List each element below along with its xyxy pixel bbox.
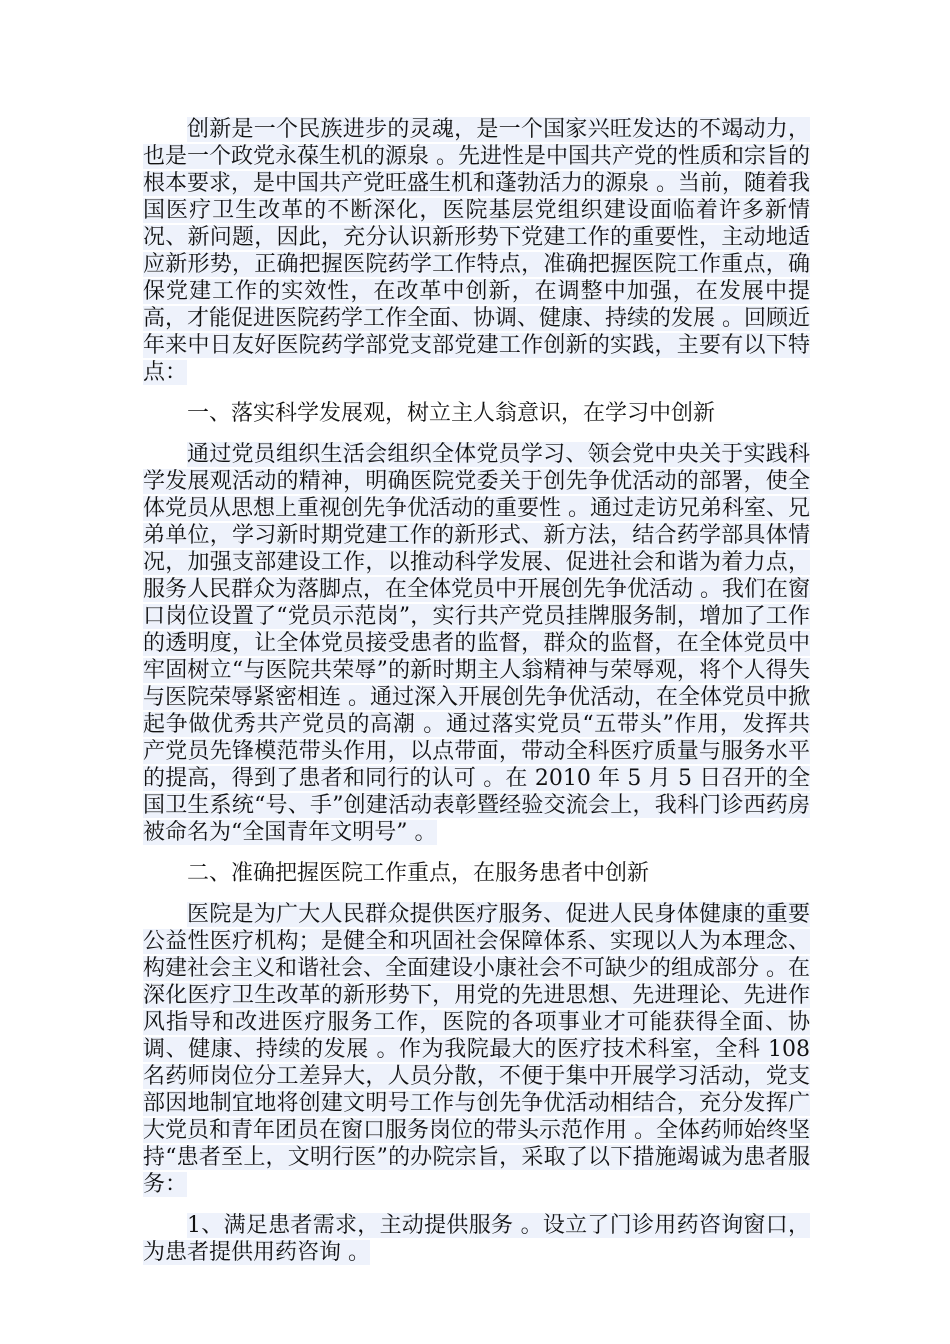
item-1-text: 1、满足患者需求，主动提供服务 。设立了门诊用药咨询窗口，为患者提供用药咨询 。 — [143, 1213, 810, 1265]
section-2-paragraph — [143, 901, 810, 1198]
section-2-text: 医院是为广大人民群众提供医疗服务、促进人民身体健康的重要公益性医疗机构；是健全和巩固社会保障体系、实现以人为本理念、构建社会主义和谐社会、全面建设小康社会不可缺少的组成部分 。在深化医疗卫生改革的新形势下，用党的先进思想、先进理论、先进作风指导和改进医疗服务工作，医院的各项事业才可能获得全面、协调、健康、持续的发展 。作为我院最大的医疗技术科室，全科 108 名药师岗位分工差异大，人员分散，不便于集中开展学习活动，党支部因地制宜地将创建文明号工作与创先争优活动相结合，充分发挥广大党员和青年团员在窗口服务岗位的带头示范作用 。全体药师始终坚持“患者至上，文明行医”的办院宗旨，采取了以下措施竭诚为患者服务： — [143, 902, 810, 1197]
section-heading-1: 一、落实科学发展观，树立主人翁意识，在学习中创新 — [187, 401, 716, 426]
section-heading-2: 二、准确把握医院工作重点，在服务患者中创新 — [187, 861, 650, 886]
document-body — [143, 116, 810, 1280]
intro-paragraph — [143, 116, 810, 386]
intro-text: 创新是一个民族进步的灵魂，是一个国家兴旺发达的不竭动力，也是一个政党永葆生机的源泉 。先进性是中国共产党的性质和宗旨的根本要求，是中国共产党旺盛生机和蓬勃活力的源泉 。当前，随着我国医疗卫生改革的不断深化，医院基层党组织建设面临着许多新情况、新问题，因此，充分认识新形势下党建工作的重要性，主动地适应新形势，正确把握医院药学工作特点，准确把握医院工作重点，确保党建工作的实效性，在改革中创新，在调整中加强，在发展中提高，才能促进医院药学工作全面、协调、健康、持续的发展 。回顾近年来中日友好医院药学部党支部党建工作创新的实践，主要有以下特点： — [143, 117, 810, 385]
section-1-paragraph — [143, 441, 810, 846]
section-1-text: 通过党员组织生活会组织全体党员学习、领会党中央关于实践科学发展观活动的精神，明确医院党委关于创先争优活动的部署，使全体党员从思想上重视创先争优活动的重要性 。通过走访兄弟科室、兄弟单位，学习新时期党建工作的新形式、新方法，结合药学部具体情况，加强支部建设工作，以推动科学发展、促进社会和谐为着力点，服务人民群众为落脚点，在全体党员中开展创先争优活动 。我们在窗口岗位设置了“党员示范岗”，实行共产党员挂牌服务制，增加了工作的透明度，让全体党员接受患者的监督，群众的监督，在全体党员中牢固树立“与医院共荣辱”的新时期主人翁精神与荣辱观，将个人得失与医院荣辱紧密相连 。通过深入开展创先争优活动，在全体党员中掀起争做优秀共产党员的高潮 。通过落实党员“五带头”作用，发挥共产党员先锋模范带头作用，以点带面，带动全科医疗质量与服务水平的提高，得到了患者和同行的认可 。在 2010 年 5 月 5 日召开的全国卫生系统“号、手”创建活动表彰暨经验交流会上，我科门诊西药房被命名为“全国青年文明号” 。 — [143, 442, 810, 845]
item-1-paragraph — [143, 1212, 810, 1266]
